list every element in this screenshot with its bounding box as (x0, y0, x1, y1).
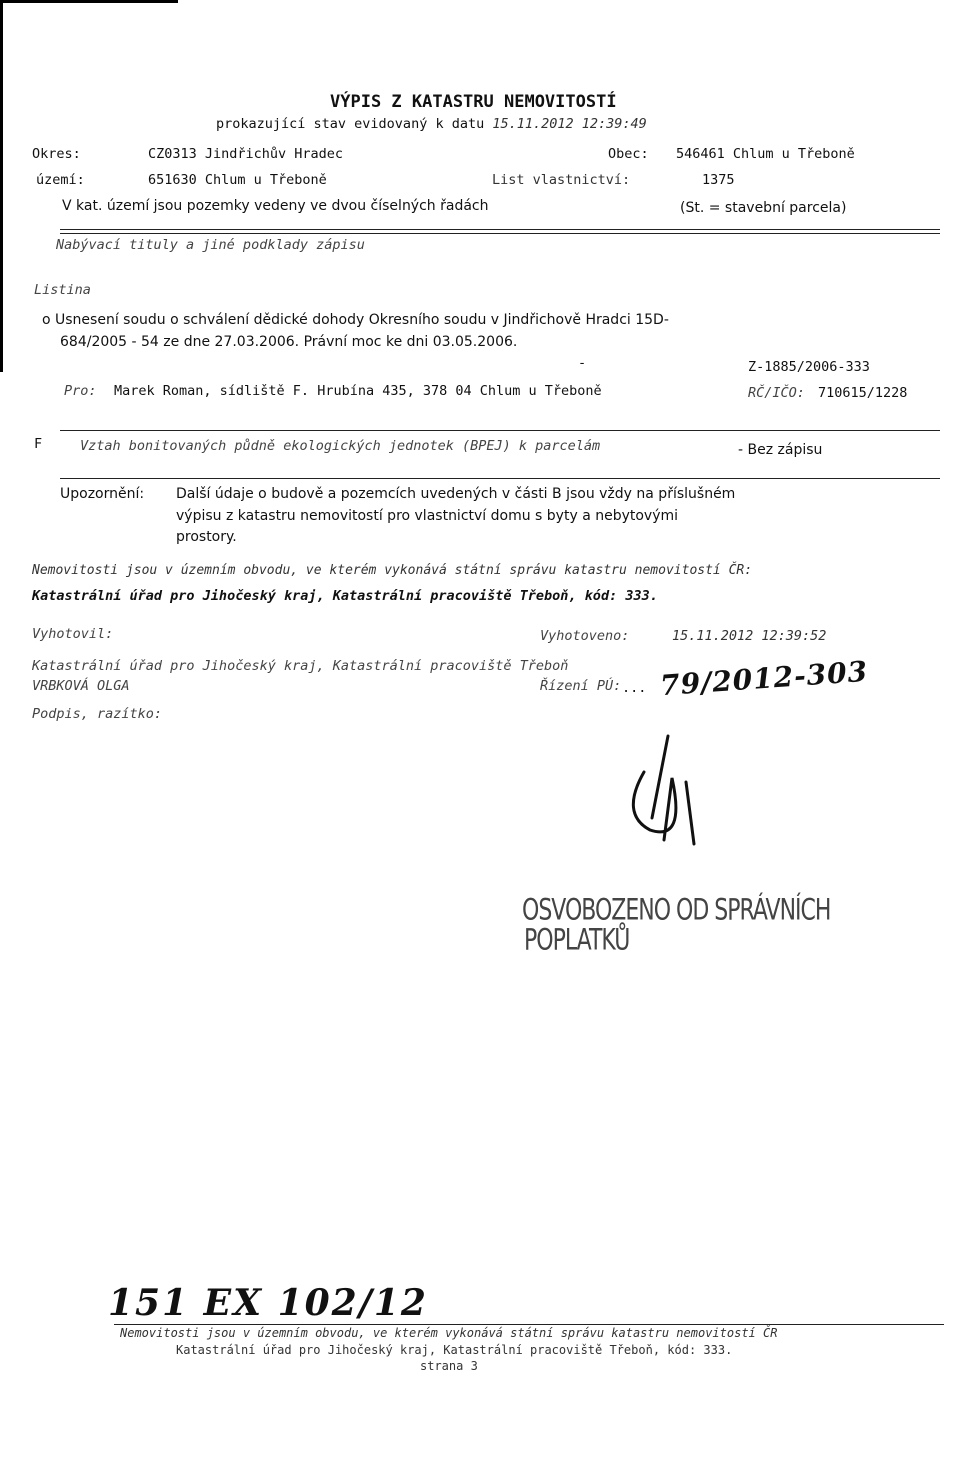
vyhotoveno-label: Vyhotoveno: (540, 628, 630, 644)
rizeni-label: Řízení PÚ: (540, 678, 622, 694)
listina-item-line2: 684/2005 - 54 ze dne 27.03.2006. Právní moc ke dni 03.05.2006. (60, 334, 518, 350)
section-heading: Nabývací tituly a jiné podklady zápisu (56, 237, 365, 253)
rc-label: RČ/IČO: (748, 385, 805, 401)
subtitle-datetime: 15.11.2012 12:39:49 (492, 116, 647, 132)
warning-line2: výpisu z katastru nemovitostí pro vlastnictví domu s byty a nebytovými (176, 508, 679, 524)
section-rule (60, 229, 940, 234)
number-series-note: V kat. území jsou pozemky vedeny ve dvou číselných řadách (62, 198, 489, 214)
uzemi-label: území: (36, 172, 85, 188)
okres-value: CZ0313 Jindřichův Hradec (148, 146, 344, 162)
warning-line3: prostory. (176, 529, 237, 545)
vyhotoveno-value: 15.11.2012 12:39:52 (672, 628, 827, 644)
section-f-rule-bottom (60, 478, 940, 479)
list-label: List vlastnictví: (492, 172, 631, 188)
rizeni-handwritten: 79/2012-303 (659, 654, 870, 703)
list-value: 1375 (702, 172, 735, 188)
footer-handwritten: 151 EX 102/12 (108, 1282, 428, 1324)
footer-rule (114, 1324, 944, 1325)
footer-line2: Katastrální úřad pro Jihočeský kraj, Katastrální pracoviště Třeboň, kód: 333. (176, 1343, 733, 1357)
number-series-note-st: (St. = stavební parcela) (680, 200, 847, 216)
obec-value: 546461 Chlum u Třeboně (676, 146, 855, 162)
stamp-line1: OSVOBOZENO OD SPRÁVNÍCH (522, 894, 831, 928)
warning-line1: Další údaje o budově a pozemcích uvedených v části B jsou vždy na příslušném (176, 486, 736, 502)
ref-dash: - (578, 355, 587, 371)
okres-label: Okres: (32, 146, 81, 162)
footer-line1: Nemovitosti jsou v územním obvodu, ve kterém vykonává státní správu katastru nemovitostí ČR (120, 1326, 778, 1340)
section-f-letter: F (34, 436, 43, 452)
section-f-value: - Bez zápisu (738, 442, 823, 458)
pro-value: Marek Roman, sídliště F. Hrubína 435, 378 04 Chlum u Třeboně (114, 383, 602, 399)
pro-label: Pro: (64, 383, 97, 399)
warning-label: Upozornění: (60, 486, 145, 502)
scan-edge-vertical (0, 0, 3, 372)
office-line2: Katastrální úřad pro Jihočeský kraj, Katastrální pracoviště Třeboň, kód: 333. (32, 588, 658, 604)
document-title: VÝPIS Z KATASTRU NEMOVITOSTÍ (330, 92, 617, 112)
obec-label: Obec: (608, 146, 649, 162)
section-f-rule (60, 430, 940, 431)
vyhotovil-label: Vyhotovil: (32, 626, 114, 642)
scan-edge-horizontal (0, 0, 178, 3)
listina-label: Listina (34, 282, 91, 298)
subtitle (216, 116, 647, 132)
signature-graphic (590, 720, 730, 860)
office-line1: Nemovitosti jsou v územním obvodu, ve kterém vykonává státní správu katastru nemovitostí ČR: (32, 563, 753, 578)
rizeni-dots: ... (622, 680, 647, 696)
rc-value: 710615/1228 (818, 385, 908, 401)
clerk-name: VRBKOVÁ OLGA (32, 678, 130, 694)
stamp-line2: POPLATKŮ (524, 924, 630, 958)
page-number: strana 3 (420, 1359, 478, 1373)
office-short: Katastrální úřad pro Jihočeský kraj, Katastrální pracoviště Třeboň (32, 658, 569, 674)
reference-number: Z-1885/2006-333 (748, 359, 870, 375)
uzemi-value: 651630 Chlum u Třeboně (148, 172, 327, 188)
podpis-label: Podpis, razítko: (32, 706, 163, 722)
subtitle-prefix: prokazující stav evidovaný k datu (216, 116, 485, 132)
listina-item-line1: o Usnesení soudu o schválení dědické dohody Okresního soudu v Jindřichově Hradci 15D- (42, 312, 669, 328)
section-f-text: Vztah bonitovaných půdně ekologických jednotek (BPEJ) k parcelám (80, 438, 601, 454)
